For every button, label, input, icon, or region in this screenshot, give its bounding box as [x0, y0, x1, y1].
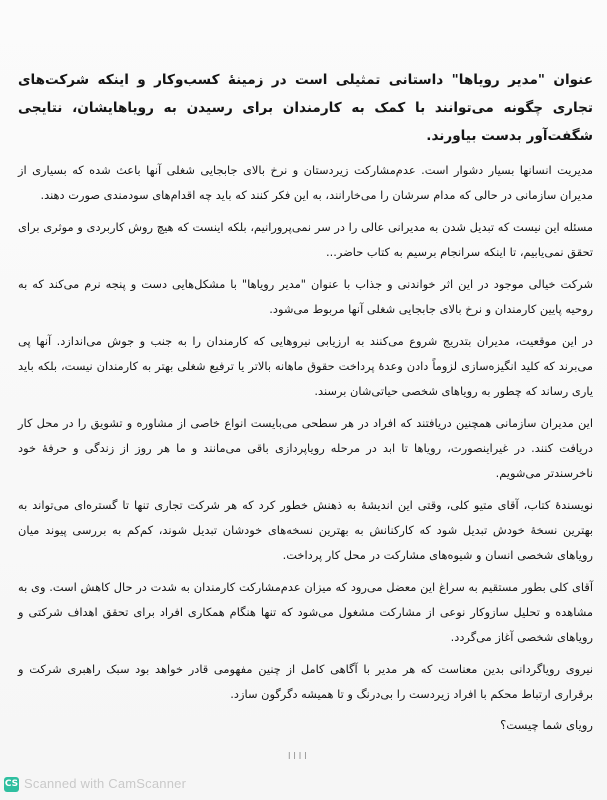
body-paragraph-7: آقای کلی بطور مستقیم به سراغ این معضل می‌رود که میزان عدم‌مشارکت کارمندان به شدت در حال کاهش است. وی به مشاهده و تحلیل سازوکار نوعی از مشارکت مشغول می‌شود که تنها هنگام همکاری افراد برای تحقق اهداف شرکتی و رویاهای شخصی آغاز می‌گردد. — [18, 580, 593, 644]
body-paragraph-3: شرکت خیالی موجود در این اثر خواندنی و جذاب با عنوان "مدیر رویاها" با مشکل‌هایی دست و پنجه نرم می‌کند که به روحیه پایین کارمندان و نرخ بالای جابجایی شغلی آنها مربوط می‌شود. — [18, 277, 593, 316]
lead-paragraph: عنوان "مدیر رویاها" داستانی تمثیلی است در زمینهٔ کسب‌وکار و اینکه شرکت‌های تجاری چگونه می‌توانند با کمک به کارمندان برای رسیدن به رویاهایشان، نتایجی شگفت‌آور بدست بیاورند. — [18, 72, 593, 144]
camscanner-logo-icon: CS — [4, 777, 19, 792]
closing-question: رویای شما چیست؟ — [500, 718, 593, 732]
document-body — [18, 66, 593, 736]
body-paragraph-8: نیروی رویاگردانی بدین معناست که هر مدیر با آگاهی کامل از چنین مفهومی قادر خواهد بود سبک راهبری شرکت و برقراری ارتباط محکم با افراد زیردست را بی‌درنگ و تا همیشه دگرگون سازد. — [18, 662, 593, 701]
scan-footer — [0, 752, 607, 800]
body-paragraph-1: مدیریت انسانها بسیار دشوار است. عدم‌مشارکت زیردستان و نرخ بالای جابجایی شغلی آنها باعث شده که بسیاری از مدیران سازمانی در حالی که مدام سرشان را می‌خارانند، به این فکر کنند که باید چه اقدام‌های سودمندی صورت دهند. — [18, 163, 593, 202]
scanner-watermark: Scanned with CamScanner — [24, 776, 187, 791]
body-paragraph-4: در این موقعیت، مدیران بتدریج شروع می‌کنند به ارزیابی نیروهایی که کارمندان را به جنب و جوش می‌اندازد. آنها پی می‌برند که کلید انگیزه‌سازی لزوماً دادن وعدهٔ پرداخت حقوق ماهانه بالاتر یا ترفیع شغلی بهتر به کارمندان نیست، بلکه باید یاری رساند که چطور به رویاهای شخصی حیاتی‌شان برسند. — [18, 334, 593, 398]
body-paragraph-2: مسئله این نیست که تبدیل شدن به مدیرانی عالی را در سر نمی‌پرورانیم، بلکه اینست که هیچ روش کاربردی و موثری برای تحقق نمی‌یابیم، تا اینکه سرانجام برسیم به کتاب حاضر... — [18, 220, 593, 259]
body-paragraph-5: این مدیران سازمانی همچنین دریافتند که افراد در هر سطحی می‌بایست انواع خاصی از مشاوره و تشویق را در محل کار دریافت کنند. در غیراینصورت، رویاها تا ابد در مرحله رویاپردازی باقی می‌مانند و ما هر روز از زندگی و حرفهٔ خود ناخرسندتر می‌شویم. — [18, 416, 593, 480]
body-paragraph-6: نویسندهٔ کتاب، آقای متیو کلی، وقتی این اندیشهٔ به ذهنش خطور کرد که هر شرکت تجاری تنها تا گستره‌ای می‌تواند به بهترین نسخهٔ خودش تبدیل شود که کارکنانش به بهترین نسخه‌های خودشان تبدیل شوند، کم‌کم به بررسی پیوند میان رویاهای شخصی انسان و شیوه‌های مشارکت در محل کار پرداخت. — [18, 498, 593, 562]
page-marker: ا ا ا ا — [288, 752, 307, 762]
